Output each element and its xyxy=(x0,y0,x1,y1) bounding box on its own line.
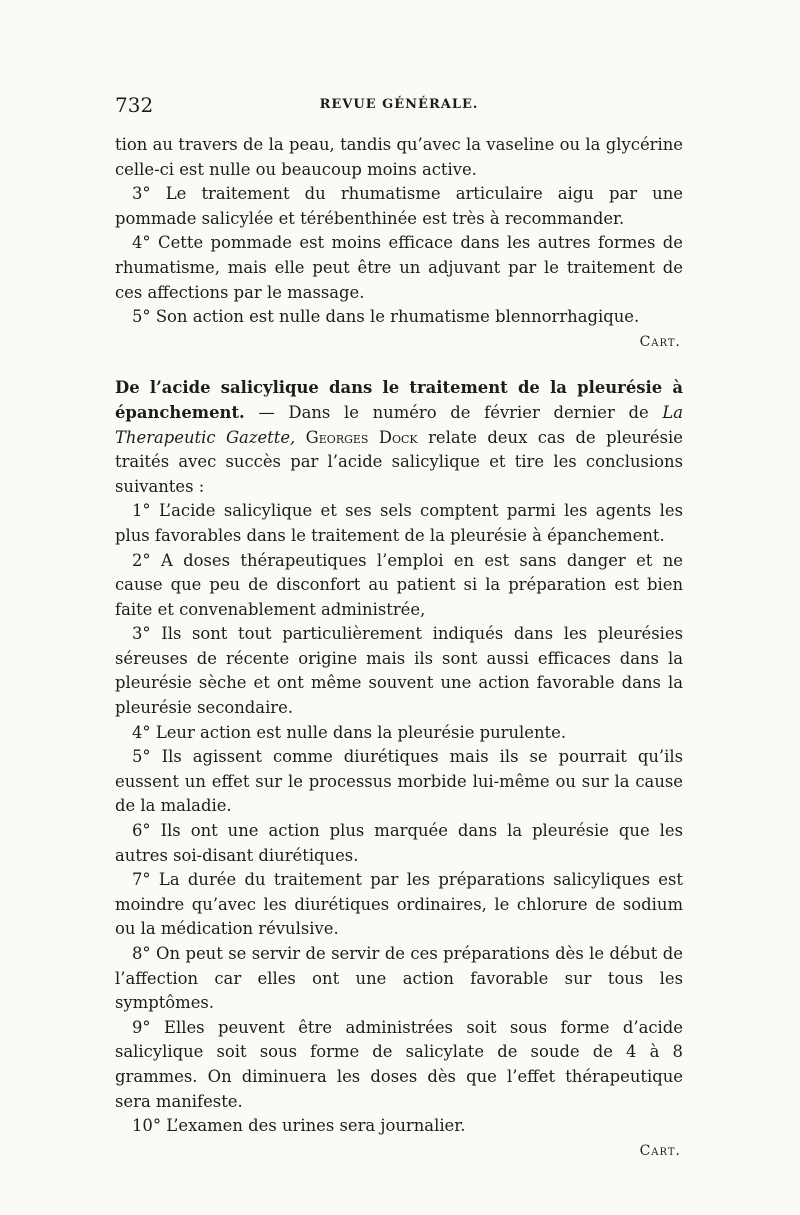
page-header xyxy=(115,93,683,123)
intro-dash: — Dans le numéro de février dernier de xyxy=(244,402,663,422)
author-name: Georges Dock xyxy=(305,427,418,447)
page-number: 732 xyxy=(115,93,154,117)
list-item: 9° Elles peuvent être administrées soit sous forme d’acide salicylique soit sous forme de salicylate de soude de 4 à 8 grammes. On diminuera les doses dès que l’effet thérapeutique sera manifeste. xyxy=(115,1017,683,1111)
article-body xyxy=(115,133,683,1163)
list-item: 5° Ils agissent comme diurétiques mais ils se pourrait qu’ils eussent un effet sur le processus morbide lui-même ou sur la cause de la maladie. xyxy=(115,747,683,816)
section-title: De l’acide salicylique dans le traitement de la pleurésie à épanchement. xyxy=(115,378,683,422)
list-item: 6° Ils ont une action plus marquée dans la pleurésie que les autres soi-disant diurétiques. xyxy=(115,821,683,865)
intro-rest: relate deux cas de pleurésie traités avec succès par l’acide salicylique et tire les conclusions suivantes : xyxy=(115,427,683,496)
signature: Cart. xyxy=(639,1142,681,1159)
list-item: 2° A doses thérapeutiques l’emploi en est sans danger et ne cause que peu de disconfort au patient si la préparation est bien faite et convenablement administrée, xyxy=(115,550,683,619)
list-item: 10° L’examen des urines sera journalier. xyxy=(132,1116,466,1136)
section-intro xyxy=(115,376,683,499)
signature: Cart. xyxy=(639,333,681,350)
list-item: 7° La durée du traitement par les préparations salicyliques est moindre qu’avec les diurétiques ordinaires, le chlorure de sodium ou la médication révulsive. xyxy=(115,870,683,939)
list-item: 3° Ils sont tout particulièrement indiqués dans les pleurésies séreuses de récente origine mais ils sont aussi efficaces dans la pleurésie sèche et ont même souvent une action favorable dans la pleurésie secondaire. xyxy=(115,624,683,718)
list-item: 5° Son action est nulle dans le rhumatisme blennorrhagique. xyxy=(132,307,640,327)
paragraph-continuation: tion au travers de la peau, tandis qu’avec la vaseline ou la glycérine celle-ci est nulle ou beaucoup moins active. xyxy=(115,135,683,179)
section-gap xyxy=(115,354,683,376)
journal-name: La Therapeutic Gazette, xyxy=(115,402,683,447)
list-item: 1° L’acide salicylique et ses sels comptent parmi les agents les plus favorables dans le traitement de la pleurésie à épanchement. xyxy=(115,501,683,545)
list-item: 4° Leur action est nulle dans la pleurésie purulente. xyxy=(132,722,567,742)
list-item: 4° Cette pommade est moins efficace dans les autres formes de rhumatisme, mais elle peut être un adjuvant par le traitement de ces affections par le massage. xyxy=(115,233,683,302)
running-title: REVUE GÉNÉRALE. xyxy=(319,97,479,112)
list-item: 8° On peut se servir de servir de ces préparations dès le début de l’affection car elles ont une action favorable sur tous les symptômes. xyxy=(115,944,683,1013)
list-item: 3° Le traitement du rhumatisme articulaire aigu par une pommade salicylée et térébenthinée est très à recommander. xyxy=(115,184,683,228)
